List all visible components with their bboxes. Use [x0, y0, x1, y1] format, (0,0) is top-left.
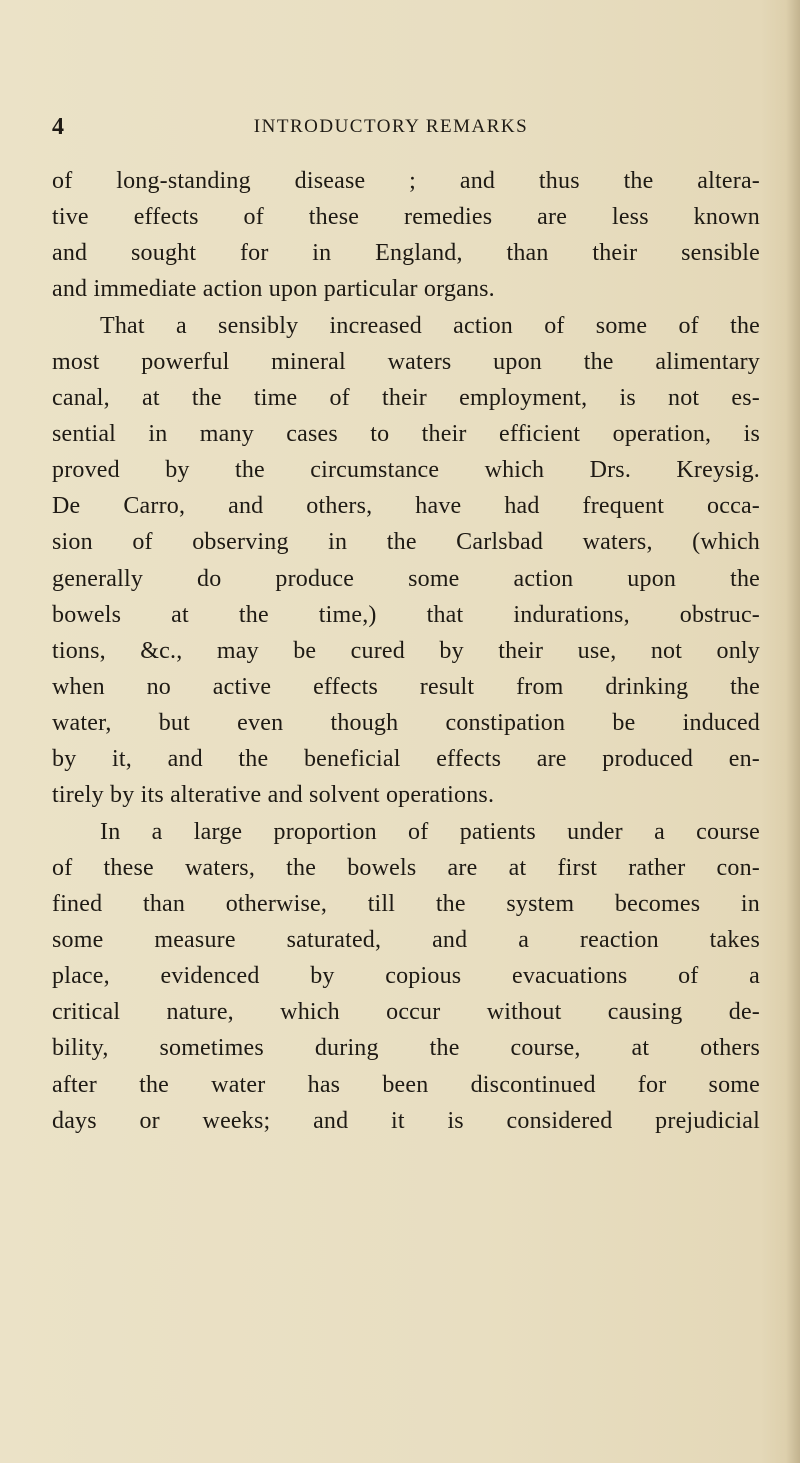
- running-head: INTRODUCTORY REMARKS: [253, 116, 529, 137]
- body-text: [52, 163, 760, 1139]
- text-line: tions, &c., may be cured by their use, not only: [52, 637, 760, 664]
- text-line: tirely by its alterative and solvent operations.: [52, 782, 495, 809]
- page-header: [52, 114, 730, 144]
- text-line: bility, sometimes during the course, at others: [52, 1035, 760, 1062]
- text-line: and sought for in England, than their sensible: [52, 240, 760, 267]
- text-line: In a large proportion of patients under a course: [100, 818, 760, 845]
- text-line: fined than otherwise, till the system becomes in: [52, 890, 760, 917]
- text-line: tive effects of these remedies are less known: [52, 204, 760, 231]
- text-line: generally do produce some action upon the: [52, 565, 760, 592]
- text-line: most powerful mineral waters upon the alimentary: [52, 348, 760, 375]
- text-line: De Carro, and others, have had frequent occa-: [52, 493, 760, 520]
- text-line: sential in many cases to their efficient operation, is: [52, 420, 760, 447]
- text-line: That a sensibly increased action of some of the: [100, 312, 760, 339]
- text-line: when no active effects result from drinking the: [52, 673, 760, 700]
- text-line: place, evidenced by copious evacuations of a: [52, 963, 760, 990]
- text-line: water, but even though constipation be induced: [52, 710, 760, 737]
- text-line: bowels at the time,) that indurations, obstruc-: [52, 601, 760, 628]
- text-line: days or weeks; and it is considered prejudicial: [52, 1107, 760, 1134]
- text-line: after the water has been discontinued for some: [52, 1071, 760, 1098]
- page-number: 4: [52, 114, 65, 140]
- text-line: canal, at the time of their employment, is not es-: [52, 384, 760, 411]
- text-line: of these waters, the bowels are at first rather con-: [52, 854, 760, 881]
- text-line: critical nature, which occur without causing de-: [52, 999, 760, 1026]
- text-line: sion of observing in the Carlsbad waters, (which: [52, 529, 760, 556]
- text-line: some measure saturated, and a reaction takes: [52, 926, 760, 953]
- text-line: and immediate action upon particular organs.: [52, 276, 495, 303]
- text-line: proved by the circumstance which Drs. Kreysig.: [52, 457, 760, 484]
- text-line: of long-standing disease ; and thus the altera-: [52, 168, 760, 194]
- page-edge-shadow: [786, 0, 800, 1463]
- text-line: by it, and the beneficial effects are produced en-: [52, 746, 760, 773]
